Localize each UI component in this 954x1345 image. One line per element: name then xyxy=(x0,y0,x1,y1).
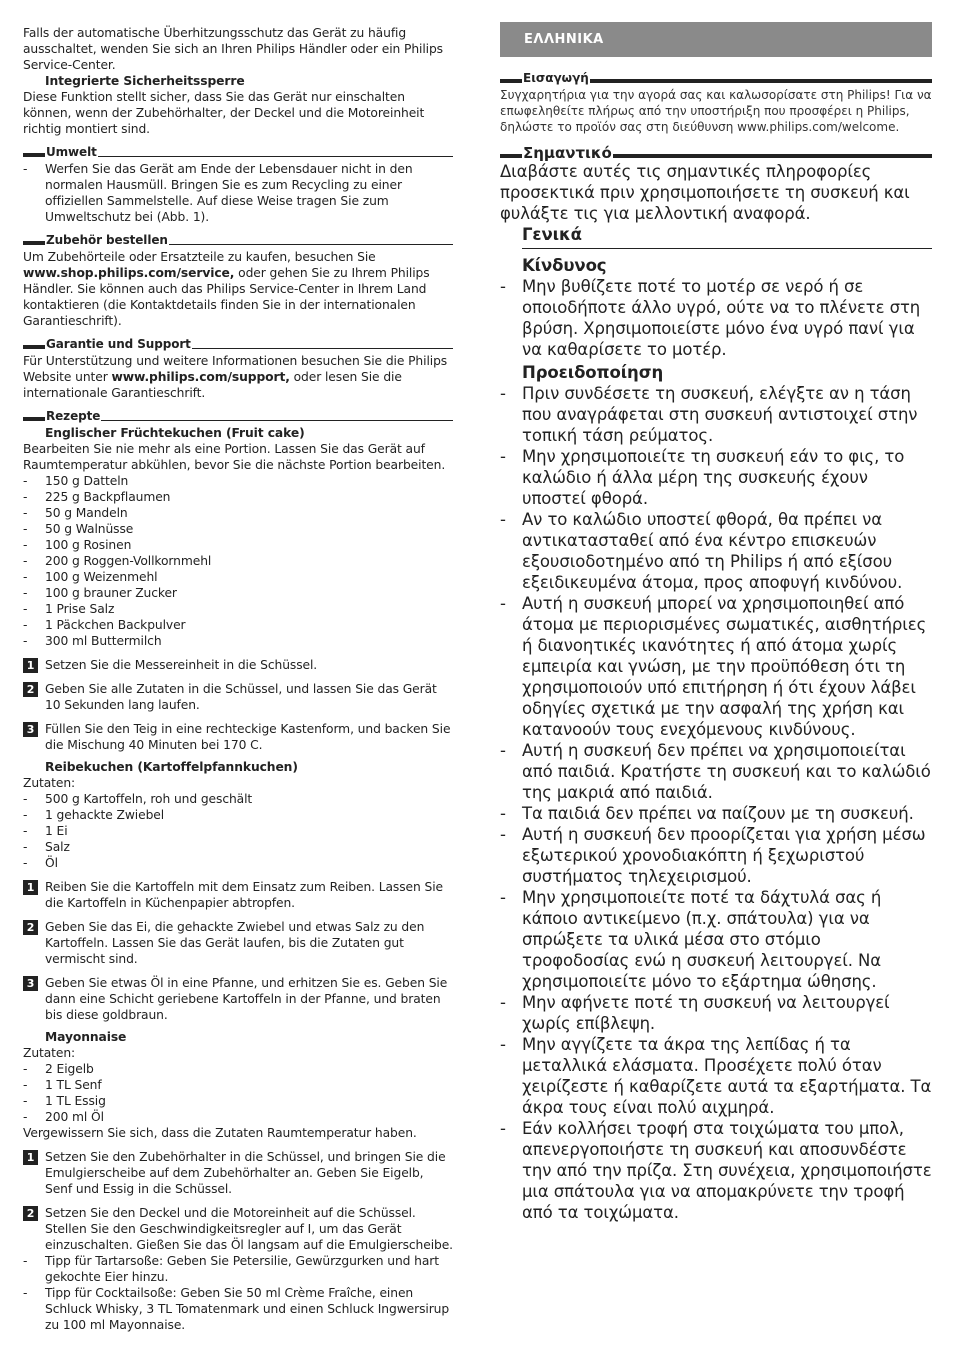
list-item: - Εάν κολλήσει τροφή στα τοιχώματα του μπολ, απενεργοποιήστε τη συσκευή και αποσυνδέστε την από την πρίζα. Στη συνέχεια, χρησιμοποιήστε μια σπάτουλα για να απομακρύνετε την τροφή από τα τοιχώματα. xyxy=(500,1118,932,1223)
step-number: 1 xyxy=(23,658,38,673)
list-item: - Tipp für Cocktailsoße: Geben Sie 50 ml Crème Fraîche, einen Schluck Whisky, 3 TL Tomatenmark und einen Schluck Ingwersirup zu 100 ml Mayonnaise. xyxy=(23,1285,453,1333)
list-item: - 50 g Mandeln xyxy=(23,505,453,521)
list-item: - Αυτή η συσκευή μπορεί να χρησιμοποιηθεί από άτομα με περιορισμένες σωματικές, αισθητήριες ή διανοητικές ικανότητες ή από άτομα χωρίς εμπειρία και γνώση, με την προϋπόθεση ότι τη χρησιμοποιούν υπό επιτήρηση ή ότι έχουν λάβει οδηγίες σχετικά με την ασφαλή της χρήση και κατανοούν τους ενεχόμενους κινδύνους. xyxy=(500,593,932,740)
warning-heading: Προειδοποίηση xyxy=(522,363,664,382)
step-number: 1 xyxy=(23,880,38,895)
greek-column xyxy=(500,22,932,1223)
step: 3 Geben Sie etwas Öl in eine Pfanne, und erhitzen Sie es. Geben Sie dann eine Schicht geriebene Kartoffeln in der Pfanne, und braten bis diese goldbraun. xyxy=(23,975,453,1023)
list-item: - 100 g Rosinen xyxy=(23,537,453,553)
section-important xyxy=(500,145,932,161)
list-item: - Öl xyxy=(23,855,453,871)
garantie-text: Für Unterstützung und weitere Informationen besuchen Sie die Philips Website unter www.philips.com/support, oder lesen Sie die internationale Garantieschrift. xyxy=(23,354,448,400)
list-item: - 50 g Walnüsse xyxy=(23,521,453,537)
zutaten-label: Zutaten: xyxy=(23,776,76,790)
list-item: - 1 Päckchen Backpulver xyxy=(23,617,453,633)
important-text: Διαβάστε αυτές τις σημαντικές πληροφορίες προσεκτικά πριν χρησιμοποιήσετε τη συσκευή και φυλάξτε τις για μελλοντική αναφορά. xyxy=(500,162,910,223)
section-rezepte xyxy=(23,409,453,423)
mayo-note: Vergewissern Sie sich, dass die Zutaten Raumtemperatur haben. xyxy=(23,1126,417,1140)
ingredient-list xyxy=(23,791,453,871)
step: 2 Geben Sie alle Zutaten in die Schüssel, und lassen Sie das Gerät 10 Sekunden lang laufen. xyxy=(23,681,453,713)
ingredient-list xyxy=(23,473,453,649)
list-item: - 1 TL Senf xyxy=(23,1077,453,1093)
recipe-intro: Bearbeiten Sie nie mehr als eine Portion. Lassen Sie das Gerät auf Raumtemperatur abkühlen, bevor Sie die nächste Portion bearbeiten. xyxy=(23,442,446,472)
step: 1 Reiben Sie die Kartoffeln mit dem Einsatz zum Reiben. Lassen Sie die Kartoffeln in Küchenpapier abtropfen. xyxy=(23,879,453,911)
german-column xyxy=(23,25,453,1333)
section-heading: Garantie und Support xyxy=(46,337,191,351)
warning-list xyxy=(500,383,932,1223)
section-intro xyxy=(500,71,932,85)
important-body xyxy=(500,161,932,1223)
zubehoer-text: Um Zubehörteile oder Ersatzteile zu kaufen, besuchen Sie www.shop.philips.com/service, oder gehen Sie zu Ihrem Philips Händler. Sie können auch das Philips Service-Center in Ihrem Land kontaktieren (die Kontaktdetails finden Sie in der internationalen Garantieschrift). xyxy=(23,250,430,328)
list-item: - Αν το καλώδιο υποστεί φθορά, θα πρέπει να αντικατασταθεί από ένα κέντρο επισκευών εξουσιοδοτημένο από τη Philips ή από εξίσου εξειδικευμένα άτομα, προς αποφυγή κινδύνου. xyxy=(500,509,932,593)
recipe-title: Reibekuchen (Kartoffelpfannkuchen) xyxy=(45,760,298,774)
section-heading: Umwelt xyxy=(46,145,97,159)
step-number: 3 xyxy=(23,722,38,737)
step: 3 Füllen Sie den Teig in eine rechteckige Kastenform, und backen Sie die Mischung 40 Minuten bei 170 C. xyxy=(23,721,453,753)
section-umwelt xyxy=(23,145,453,159)
section-heading: Rezepte xyxy=(46,409,101,423)
list-item: - Werfen Sie das Gerät am Ende der Lebensdauer nicht in den normalen Hausmüll. Bringen Sie es zum Recycling zu einer offiziellen Sammelstelle. Auf diese Weise tragen Sie zum Umweltschutz bei (Abb. 1). xyxy=(23,161,453,225)
lock-heading: Integrierte Sicherheitssperre xyxy=(45,74,245,88)
divider xyxy=(522,248,932,249)
list-item: - Μην αφήνετε ποτέ τη συσκευή να λειτουργεί χωρίς επίβλεψη. xyxy=(500,992,932,1034)
ingredient-list xyxy=(23,1061,453,1125)
language-banner: ΕΛΛΗΝΙΚΑ xyxy=(500,22,932,57)
section-heading: Σημαντικό xyxy=(523,144,612,162)
step-number: 1 xyxy=(23,1150,38,1165)
list-item: - 200 g Roggen-Vollkornmehl xyxy=(23,553,453,569)
list-item: - 100 g Weizenmehl xyxy=(23,569,453,585)
list-item: - 225 g Backpflaumen xyxy=(23,489,453,505)
umwelt-list xyxy=(23,161,453,225)
zutaten-label: Zutaten: xyxy=(23,1046,76,1060)
list-item: - 1 Prise Salz xyxy=(23,601,453,617)
list-item: - 1 TL Essig xyxy=(23,1093,453,1109)
list-item: - Τα παιδιά δεν πρέπει να παίζουν με τη συσκευή. xyxy=(500,803,932,824)
tips-list xyxy=(23,1253,453,1333)
general-heading: Γενικά xyxy=(522,225,582,244)
list-item: - Μην αγγίζετε τα άκρα της λεπίδας ή τα μεταλλικά ελάσματα. Προσέχετε πολύ όταν χειρίζεστε ή καθαρίζετε αυτά τα εξαρτήματα. Τα άκρα τους είναι πολύ αιχμηρά. xyxy=(500,1034,932,1118)
list-item: - Tipp für Tartarsoße: Geben Sie Petersilie, Gewürzgurken und hart gekochte Eier hinzu. xyxy=(23,1253,453,1285)
step-number: 2 xyxy=(23,1206,38,1221)
danger-heading: Κίνδυνος xyxy=(522,256,607,275)
list-item: - 150 g Datteln xyxy=(23,473,453,489)
list-item: - 300 ml Buttermilch xyxy=(23,633,453,649)
step: 1 Setzen Sie den Zubehörhalter in die Schüssel, und bringen Sie die Emulgierscheibe auf dem Zubehörhalter an. Geben Sie Eigelb, Senf und Essig in die Schüssel. xyxy=(23,1149,453,1197)
list-item: - Μην χρησιμοποιείτε ποτέ τα δάχτυλά σας ή κάποιο αντικείμενο (π.χ. σπάτουλα) για να σπρώξετε τα υλικά μέσα στο στόμιο τροφοδοσίας ενώ η συσκευή λειτουργεί. Να χρησιμοποιείτε μόνο το εξάρτημα ώθησης. xyxy=(500,887,932,992)
step-number: 3 xyxy=(23,976,38,991)
list-item: - 100 g brauner Zucker xyxy=(23,585,453,601)
list-item: - Salz xyxy=(23,839,453,855)
danger-list xyxy=(500,276,932,360)
overheat-text: Falls der automatische Überhitzungsschutz das Gerät zu häufig ausschaltet, wenden Sie sich an Ihren Philips Händler oder ein Philips Service-Center. xyxy=(23,26,443,72)
list-item: - Μην χρησιμοποιείτε τη συσκευή εάν το φις, το καλώδιο ή άλλα μέρη της συσκευής έχουν υποστεί φθορά. xyxy=(500,446,932,509)
recipe-title: Englischer Früchtekuchen (Fruit cake) xyxy=(45,426,305,440)
step-number: 2 xyxy=(23,920,38,935)
shop-link[interactable]: www.shop.philips.com/service, xyxy=(23,266,235,280)
list-item: - 1 gehackte Zwiebel xyxy=(23,807,453,823)
list-item: - 1 Ei xyxy=(23,823,453,839)
lock-text: Diese Funktion stellt sicher, dass Sie das Gerät nur einschalten können, wenn der Zubehörhalter, der Deckel und die Motoreinheit richtig montiert sind. xyxy=(23,90,425,136)
section-heading: Εισαγωγή xyxy=(523,71,589,85)
list-item: - 200 ml Öl xyxy=(23,1109,453,1125)
list-item: - Αυτή η συσκευή δεν πρέπει να χρησιμοποιείται από παιδιά. Κρατήστε τη συσκευή και το καλώδιό της μακριά από παιδιά. xyxy=(500,740,932,803)
step: 2 Setzen Sie den Deckel und die Motoreinheit auf die Schüssel. Stellen Sie den Geschwindigkeitsregler auf I, um das Gerät einzuschalten. Gießen Sie das Öl langsam auf die Emulgierscheibe. xyxy=(23,1205,453,1253)
list-item: - 500 g Kartoffeln, roh und geschält xyxy=(23,791,453,807)
step: 2 Geben Sie das Ei, die gehackte Zwiebel und etwas Salz zu den Kartoffeln. Lassen Sie das Gerät laufen, bis die Zutaten gut vermischt sind. xyxy=(23,919,453,967)
section-heading: Zubehör bestellen xyxy=(46,233,168,247)
step: 1 Setzen Sie die Messereinheit in die Schüssel. xyxy=(23,657,453,673)
intro-text: Συγχαρητήρια για την αγορά σας και καλωσορίσατε στη Philips! Για να επωφεληθείτε πλήρως από την υποστήριξη που προσφέρει η Philips, δηλώστε το προϊόν σας στη διεύθυνση www.philips.com/welcome. xyxy=(500,88,932,134)
list-item: - Μην βυθίζετε ποτέ το μοτέρ σε νερό ή σε οποιοδήποτε άλλο υγρό, ούτε να το πλένετε στη βρύση. Χρησιμοποιείστε μόνο ένα υγρό πανί για να καθαρίσετε το μοτέρ. xyxy=(500,276,932,360)
list-item: - Πριν συνδέσετε τη συσκευή, ελέγξτε αν η τάση που αναγράφεται στη συσκευή αντιστοιχεί στην τοπική τάση ρεύματος. xyxy=(500,383,932,446)
support-link[interactable]: www.philips.com/support, xyxy=(111,370,290,384)
recipe-title: Mayonnaise xyxy=(45,1030,127,1044)
section-zubehoer xyxy=(23,233,453,247)
list-item: - Αυτή η συσκευή δεν προορίζεται για χρήση μέσω εξωτερικού χρονοδιακόπτη ή ξεχωριστού συστήματος τηλεχειρισμού. xyxy=(500,824,932,887)
step-number: 2 xyxy=(23,682,38,697)
list-item: - 2 Eigelb xyxy=(23,1061,453,1077)
section-garantie xyxy=(23,337,453,351)
